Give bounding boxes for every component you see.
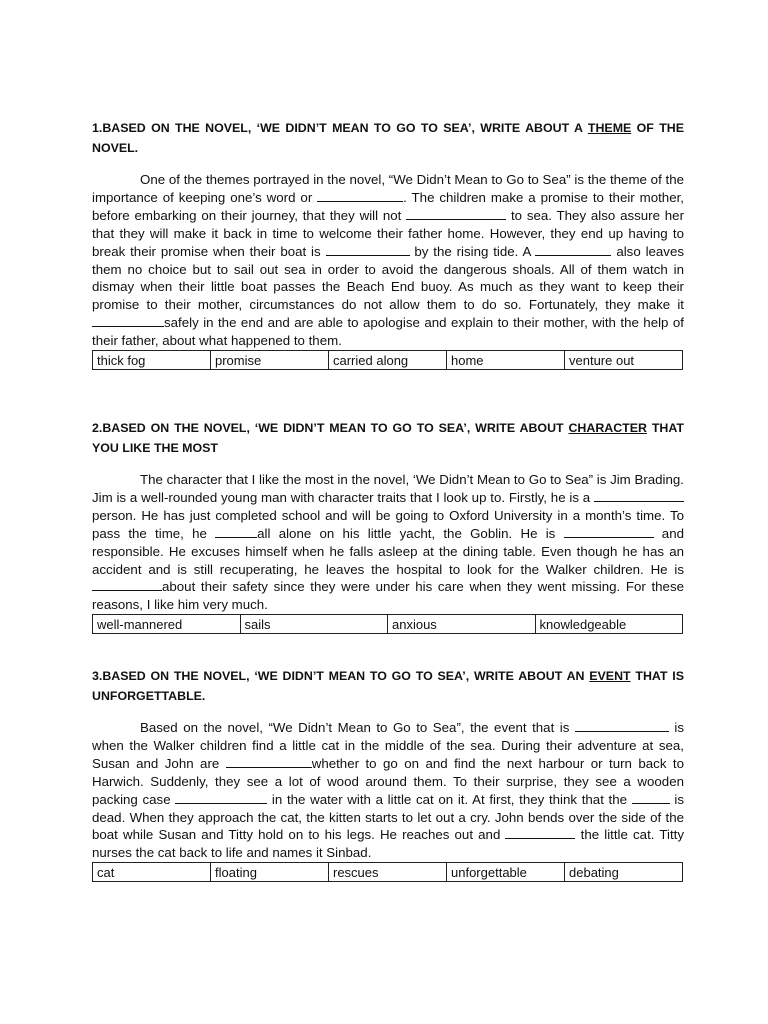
word-bank-cell: debating	[565, 863, 683, 882]
blank-5[interactable]	[505, 826, 575, 839]
blank-1[interactable]	[575, 719, 669, 732]
word-bank-3	[92, 862, 683, 882]
paragraph-text: all alone on his little yacht, the Goblin. He is	[257, 525, 564, 541]
paragraph-text: safely in the end and are able to apologise and explain to their mother, with the help of their father, about what happened to them.	[92, 315, 684, 349]
paragraph-text: in the water with a little cat on it. At first, they think that the	[267, 791, 632, 807]
heading-keyword: CHARACTER	[568, 421, 647, 435]
question-2	[92, 418, 684, 634]
heading-text: 2.BASED ON THE NOVEL, ‘WE DIDN’T MEAN TO GO TO SEA’, WRITE ABOUT	[92, 421, 569, 435]
question-1	[92, 118, 684, 370]
blank-1[interactable]	[317, 189, 403, 202]
word-bank-cell: home	[447, 351, 565, 370]
word-bank-1	[92, 350, 683, 370]
paragraph-text: and responsible. He excuses himself when he falls asleep at the dining table. Even though he has an accident and is still recuperating, he leaves the hospital to look for the Walker children. He is	[92, 525, 684, 577]
heading-text: THAT YOU LIKE THE MOST	[92, 421, 684, 455]
word-bank-cell: rescues	[329, 863, 447, 882]
heading-text: 1.BASED ON THE NOVEL, ‘WE DIDN’T MEAN TO GO TO SEA’, WRITE ABOUT A	[92, 121, 588, 135]
paragraph-text: Based on the novel, “We Didn’t Mean to Go to Sea”, the event that is	[140, 720, 575, 735]
paragraph-text: The character that I like the most in the novel, ‘We Didn’t Mean to Go to Sea” is Jim Brading. Jim is a well-rounded young man with character traits that I look up to. Firstly, he is a	[92, 472, 684, 505]
word-bank-cell: thick fog	[93, 351, 211, 370]
paragraph-text: is when the Walker children find a little cat in the middle of the sea. During their adventure at sea, Susan and John are	[92, 720, 684, 771]
question-2-paragraph	[92, 471, 684, 614]
word-bank-cell: venture out	[565, 351, 683, 370]
question-3-paragraph	[92, 719, 684, 862]
paragraph-text: by the rising tide. A	[409, 243, 536, 259]
paragraph-text: One of the themes portrayed in the novel, “We Didn’t Mean to Go to Sea” is the theme of the importance of keeping one’s word or	[92, 172, 684, 205]
heading-keyword: EVENT	[589, 669, 631, 683]
paragraph-text: . The children make a promise to their mother, before embarking on their journey, that they will not	[92, 189, 684, 223]
heading-text: OF THE NOVEL.	[92, 121, 684, 155]
blank-3[interactable]	[326, 243, 410, 256]
word-bank-cell: floating	[211, 863, 329, 882]
blank-3[interactable]	[564, 525, 654, 538]
word-bank-cell: unforgettable	[447, 863, 565, 882]
blank-3[interactable]	[175, 791, 267, 804]
blank-5[interactable]	[92, 314, 164, 327]
paragraph-text: whether to go on and find the next harbour or turn back to Harwich. Suddenly, they see a lot of wood around them. To their surprise, they see a wooden packing case	[92, 755, 684, 807]
word-bank-cell: promise	[211, 351, 329, 370]
word-bank-cell: well-mannered	[93, 615, 241, 634]
blank-2[interactable]	[226, 755, 312, 768]
heading-keyword: THEME	[587, 121, 632, 135]
word-bank-cell: anxious	[388, 615, 536, 634]
paragraph-text: is dead. When they approach the cat, the kitten starts to let out a cry. John bends over the side of the boat while Susan and Titty hold on to his legs. He reaches out and	[92, 791, 684, 843]
heading-text: THAT IS UNFORGETTABLE.	[92, 669, 684, 703]
question-2-heading	[92, 418, 684, 458]
question-3	[92, 666, 684, 882]
question-1-heading	[92, 118, 684, 158]
paragraph-text: person. He has just completed school and will be going to Oxford University in a month’s time. To pass the time, he	[92, 507, 684, 541]
blank-4[interactable]	[535, 243, 611, 256]
word-bank-cell: sails	[240, 615, 388, 634]
question-3-heading	[92, 666, 684, 706]
word-bank-cell: knowledgeable	[535, 615, 683, 634]
word-bank-cell: carried along	[329, 351, 447, 370]
paragraph-text: the little cat. Titty nurses the cat back to life and names it Sinbad.	[92, 827, 684, 861]
word-bank-cell: cat	[93, 863, 211, 882]
blank-2[interactable]	[215, 525, 257, 538]
paragraph-text: also leaves them no choice but to sail out sea in order to avoid the dangerous shoals. All of them watch in dismay when their little boat passes the Beach End buoy. As much as they want to keep their promise to their mother, circumstances do not allow them to do so. Fortunately, they make it	[92, 243, 684, 313]
blank-4[interactable]	[92, 578, 162, 591]
blank-4[interactable]	[632, 791, 670, 804]
word-bank-2	[92, 614, 683, 634]
heading-text: 3.BASED ON THE NOVEL, ‘WE DIDN’T MEAN TO GO TO SEA’, WRITE ABOUT AN	[92, 669, 590, 683]
paragraph-text: to sea. They also assure her that they will make it back in time to welcome their father home. However, they end up having to break their promise when their boat is	[92, 207, 684, 259]
question-1-paragraph	[92, 171, 684, 350]
paragraph-text: about their safety since they were under his care when they went missing. For these reasons, I like him very much.	[92, 579, 684, 613]
blank-1[interactable]	[594, 489, 684, 502]
blank-2[interactable]	[406, 207, 506, 220]
